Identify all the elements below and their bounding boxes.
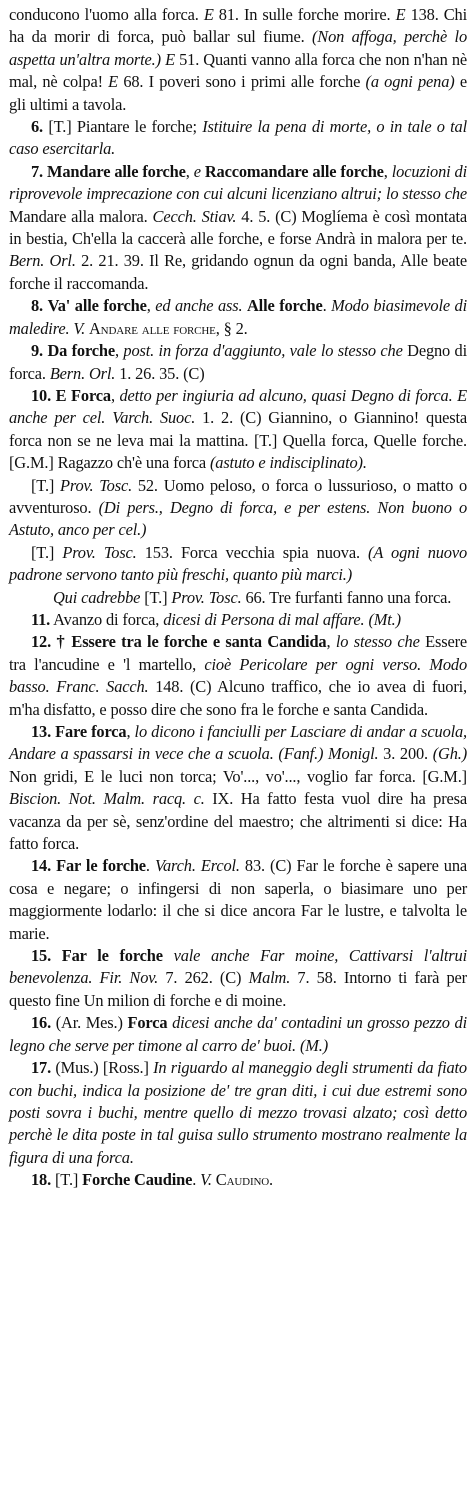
text-run: Bern. Orl. xyxy=(49,363,116,383)
text-run: detto per ingiuria ad alcuno, quasi Degno di forca. E anche per cel. xyxy=(9,385,467,428)
text-run: Cecch. Stiav. xyxy=(152,206,237,226)
text-run: 18. xyxy=(31,1170,52,1190)
text-run: , xyxy=(146,296,156,316)
text-run: (astuto e indisciplinato). xyxy=(209,453,367,473)
dictionary-paragraph xyxy=(9,295,467,340)
text-run: Prov. Tosc. xyxy=(60,475,133,495)
text-run: 17. xyxy=(31,1058,52,1078)
text-run: (Mus.) [Ross.] xyxy=(51,1058,154,1078)
dictionary-paragraph xyxy=(9,385,467,475)
text-run: 1. 26. 35. (C) xyxy=(115,363,205,383)
dictionary-paragraph xyxy=(9,945,467,1012)
text-run: Modo biasimevole di maledire. V. xyxy=(9,296,467,338)
text-run: [T.] xyxy=(31,475,61,495)
text-run: e gli ultimi a tavola. xyxy=(9,72,467,114)
text-run: Caudino xyxy=(215,1170,270,1190)
text-run: Far le forche xyxy=(61,946,163,966)
text-run: (Di pers., Degno di forca, e per estens. Non buono o Astuto, anco per cel.) xyxy=(9,497,467,540)
text-run: Prov. Tosc. xyxy=(62,542,137,562)
dictionary-paragraph xyxy=(9,721,467,855)
dictionary-paragraph xyxy=(9,631,467,721)
text-run: 15. xyxy=(31,946,52,966)
dictionary-paragraph xyxy=(9,4,467,116)
text-run: E Forca xyxy=(55,385,111,405)
text-run: E xyxy=(165,49,175,69)
text-run: 138. Chi ha da morir di forca, può ballar sul fiume. xyxy=(9,5,467,47)
text-run: 51. Quanti vanno alla forca che non n'han nè mal, nè colpa! xyxy=(9,49,467,92)
text-run: ed anche ass. xyxy=(155,296,243,316)
dictionary-paragraph xyxy=(9,1012,467,1057)
text-run: [T.] Piantare le forche; xyxy=(43,117,203,137)
text-run: 16. xyxy=(31,1013,52,1033)
text-run: E xyxy=(203,5,214,24)
text-run: . xyxy=(322,296,332,316)
text-run: cioè Pericolare per ogni verso. Modo basso. Franc. Sacch. xyxy=(9,654,468,697)
dictionary-paragraph xyxy=(9,855,467,945)
text-run: post. in forza d'aggiunto, vale lo stesso che xyxy=(123,341,403,361)
text-run: 68. I poveri sono i primi alle forche xyxy=(118,72,366,92)
dictionary-paragraph xyxy=(9,161,467,295)
dictionary-paragraph xyxy=(9,609,467,631)
text-run: lo dicono i fanciulli per Lasciare di andar a scuola, Andare a spassarsi in vece che a scuola. (Fanf.) Monigl. xyxy=(9,722,468,764)
text-run: . xyxy=(192,1170,201,1190)
text-run: 83. (C) Far le forche è sapere una cosa e negare; o infingersi di non saperla, o biasimare uno per maggiormente lodarlo: il che si dice ancora Far le lustre, e talvolta le marie. xyxy=(9,856,467,943)
text-run: [T.] xyxy=(31,542,63,562)
text-run: Degno di forca. xyxy=(9,341,467,383)
dictionary-paragraph xyxy=(9,587,467,609)
text-run: Mandare alla malora. xyxy=(9,206,153,226)
text-run: 10. xyxy=(31,385,52,405)
text-run: (Gh.) xyxy=(432,744,468,764)
text-run: , xyxy=(326,632,336,652)
dictionary-paragraph xyxy=(9,1169,467,1191)
text-run: Forca xyxy=(127,1013,168,1033)
text-run: , xyxy=(126,722,135,741)
text-run: 8. xyxy=(31,296,43,316)
dictionary-paragraph xyxy=(9,116,467,161)
text-run: 52. Uomo peloso, o forca o lussurioso, o matto o avventuroso. xyxy=(9,475,467,517)
text-run: 6. xyxy=(31,117,43,137)
text-run: (Mt.) xyxy=(368,609,401,629)
text-run: Varch. Suoc. xyxy=(112,408,196,428)
text-run: Raccomandare alle forche xyxy=(204,161,384,181)
text-run: , xyxy=(115,341,124,361)
text-run: Forche Caudine xyxy=(82,1170,193,1190)
text-run: 14. xyxy=(31,856,52,876)
text-run: † Essere tra le forche e santa Candida xyxy=(56,632,327,652)
text-run: [T.] xyxy=(51,1170,83,1190)
text-run: In riguardo al maneggio degli strumenti da fiato con buchi, indica la posizione de' tre gran diti, i cui due estremi sono posti sovra i buchi, mentre quello di mezzo trovasi alzato; così detto perchè le dita poste in tal guisa sullo strumento mostrano realmente la figura di una forca. xyxy=(9,1058,467,1167)
text-run: 9. xyxy=(31,341,43,361)
dictionary-paragraph xyxy=(9,542,467,587)
text-run: 81. In sulle forche morire. xyxy=(213,5,396,24)
text-run: (a ogni pena) xyxy=(365,72,455,92)
text-run: Biscion. Not. Malm. racq. c. xyxy=(9,789,205,809)
text-run: dicesi anche da' contadini un grosso pezzo di legno che serve per timone al carro de' buoi. (M.) xyxy=(9,1013,467,1055)
text-run: conducono l'uomo alla forca. xyxy=(9,5,204,24)
text-run: e xyxy=(193,161,201,181)
text-run: Mandare alle forche xyxy=(47,161,186,181)
text-run: Malm. xyxy=(248,968,291,988)
text-run: Bern. Orl. xyxy=(9,251,76,271)
text-run: Far le forche xyxy=(56,856,146,876)
text-run: locuzioni di riprovevole imprecazione con cui alcuni licenziano altrui; lo stesso che xyxy=(9,161,467,204)
text-run: vale anche Far moine, Cattivarsi l'altrui benevolenza. Fir. Nov. xyxy=(9,946,467,988)
text-run: 7. xyxy=(31,161,43,181)
text-run: 7. 262. (C) xyxy=(158,968,249,988)
text-run: dicesi di Persona di mal affare. xyxy=(163,609,365,629)
text-run: , xyxy=(383,161,392,181)
text-run: Non gridi, E le luci non torca; Vo'..., vo'..., voglio far forca. [G.M.] xyxy=(9,766,467,786)
text-run: [T.] xyxy=(140,587,172,607)
text-run: 3. 200. xyxy=(378,744,433,764)
text-run: IX. Ha fatto festa vuol dire ha presa vacanza da per sè, senz'ordine del maestro; che altrimenti si dice: Ha fatto forca. xyxy=(9,789,467,854)
text-run: 4. 5. (C) Moglíema è così montata in bestia, Ch'ella la caccerà alle forche, e forse Andrà in malora per te. xyxy=(9,206,467,249)
text-run: Da forche xyxy=(47,341,116,361)
text-run: Andare alle forche xyxy=(89,318,216,338)
text-run: E xyxy=(108,72,119,92)
text-run: lo stesso che xyxy=(335,632,420,652)
text-run: , xyxy=(110,385,120,405)
text-run: 13. xyxy=(31,722,52,741)
text-run: 153. Forca vecchia spia nuova. xyxy=(136,542,369,562)
text-run: 2. 21. 39. Il Re, gridando ognun da ogni banda, Alle beate forche il raccomanda. xyxy=(9,251,467,293)
text-run: 7. 58. Intorno ti farà per questo fine Un milion di forche e di moine. xyxy=(9,968,467,1010)
dictionary-paragraph xyxy=(9,475,467,542)
text-run: , § 2. xyxy=(215,318,248,338)
text-run: Varch. Ercol. xyxy=(154,856,240,876)
text-run: (A ogni nuovo padrone servono tanto più freschi, quanto più marci.) xyxy=(9,542,467,585)
text-run: Fare forca xyxy=(55,722,127,741)
text-run: . xyxy=(269,1170,273,1190)
text-run: 1. 2. (C) Giannino, o Giannino! questa forca non se ne leva mai la mattina. [T.] Quella forca, Quelle forche. [G.M.] Ragazzo ch'è una forca xyxy=(9,408,467,473)
text-run xyxy=(163,946,174,965)
text-run: V. xyxy=(200,1170,212,1190)
dictionary-paragraph xyxy=(9,1057,467,1169)
text-run: Qui cadrebbe xyxy=(53,587,141,607)
text-run: 66. Tre furfanti fanno una forca. xyxy=(241,587,452,607)
text-run: 148. (C) Alcuno traffico, che io avea di fuori, m'ha disfatto, e posso dire che sono fra le forche e santa Candida. xyxy=(9,677,467,719)
text-run: Prov. Tosc. xyxy=(171,587,242,607)
text-run: 12. xyxy=(31,632,52,652)
text-run: (Non affoga, perchè lo aspetta un'altra morte.) xyxy=(9,27,467,69)
text-run: E xyxy=(395,5,406,24)
text-run: Avanzo di forca, xyxy=(50,609,164,629)
text-run: 11. xyxy=(31,609,51,629)
text-run: Va' alle forche xyxy=(47,296,147,316)
text-run: . xyxy=(145,856,155,876)
text-run: Essere tra l'ancudine e 'l martello, xyxy=(9,632,468,674)
text-run xyxy=(51,946,62,965)
dictionary-paragraph xyxy=(9,340,467,385)
text-run: Istituire la pena di morte, o in tale o tal caso esercitarla. xyxy=(9,117,467,159)
text-run: , xyxy=(185,161,194,181)
text-run: (Ar. Mes.) xyxy=(51,1013,128,1033)
text-run: Alle forche xyxy=(247,296,323,316)
